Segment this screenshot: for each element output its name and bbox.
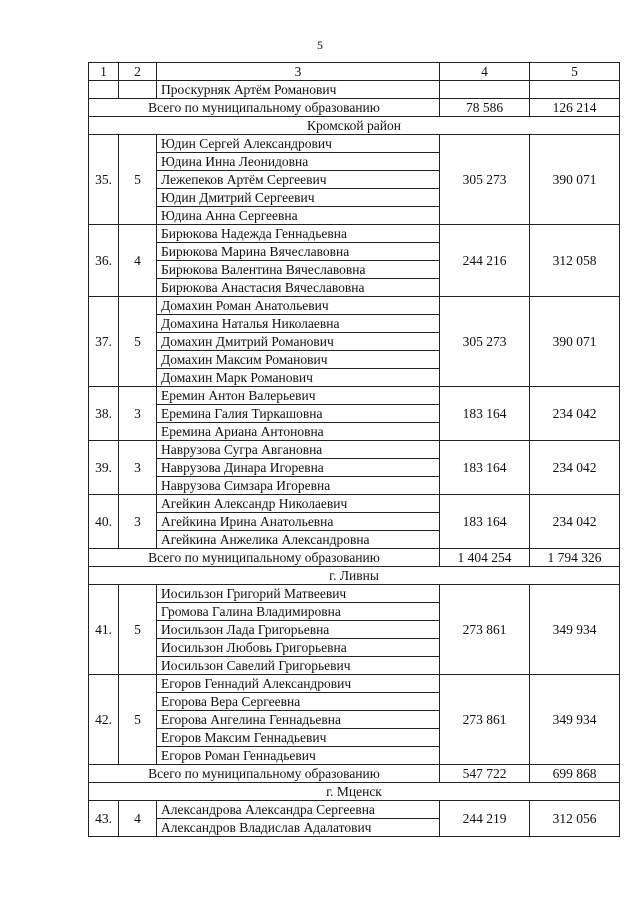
section-title: г. Мценск: [89, 783, 620, 801]
table-row: [89, 801, 620, 819]
row-number: 40.: [89, 495, 119, 549]
total-amount-col5: 699 868: [530, 765, 620, 783]
person-name: Юдина Инна Леонидовна: [157, 153, 440, 171]
header-cell: 1: [89, 63, 119, 81]
person-name: Юдин Сергей Александрович: [157, 135, 440, 153]
person-name: Лежепеков Артём Сергеевич: [157, 171, 440, 189]
table-row: [89, 297, 620, 315]
amount-col5: 349 934: [530, 675, 620, 765]
row-number: 42.: [89, 675, 119, 765]
total-amount-col4: 1 404 254: [440, 549, 530, 567]
person-name: Наврузова Сугра Авгановна: [157, 441, 440, 459]
empty-cell: [89, 81, 119, 99]
family-size: 5: [119, 585, 157, 675]
person-name: Наврузова Симзара Игоревна: [157, 477, 440, 495]
person-name: Александрова Александра Сергеевна: [157, 801, 440, 819]
empty-cell: [530, 81, 620, 99]
person-name: Домахин Максим Романович: [157, 351, 440, 369]
section-row: [89, 117, 620, 135]
amount-col4: 183 164: [440, 387, 530, 441]
total-row: [89, 99, 620, 117]
person-name: Егорова Вера Сергеевна: [157, 693, 440, 711]
amount-col5: 390 071: [530, 297, 620, 387]
amount-col4: 244 216: [440, 225, 530, 297]
amount-col5: 234 042: [530, 495, 620, 549]
amount-col5: 349 934: [530, 585, 620, 675]
section-title: г. Ливны: [89, 567, 620, 585]
total-label: Всего по муниципальному образованию: [89, 549, 440, 567]
section-title: Кромской район: [89, 117, 620, 135]
table-row: [89, 495, 620, 513]
family-size: 5: [119, 297, 157, 387]
amount-col5: 390 071: [530, 135, 620, 225]
person-name: Агейкин Александр Николаевич: [157, 495, 440, 513]
person-name: Еремина Галия Тиркашовна: [157, 405, 440, 423]
amount-col4: 183 164: [440, 441, 530, 495]
person-name: Домахин Роман Анатольевич: [157, 297, 440, 315]
total-amount-col4: 547 722: [440, 765, 530, 783]
person-name: Егорова Ангелина Геннадьевна: [157, 711, 440, 729]
row-number: 43.: [89, 801, 119, 837]
row-number: 36.: [89, 225, 119, 297]
allocation-table: [88, 62, 620, 837]
family-size: 4: [119, 225, 157, 297]
amount-col5: 234 042: [530, 441, 620, 495]
person-name: Бирюкова Анастасия Вячеславовна: [157, 279, 440, 297]
header-cell: 5: [530, 63, 620, 81]
total-row: [89, 549, 620, 567]
person-name: Егоров Максим Геннадьевич: [157, 729, 440, 747]
empty-cell: [119, 81, 157, 99]
person-name: Еремина Ариана Антоновна: [157, 423, 440, 441]
amount-col4: 183 164: [440, 495, 530, 549]
person-name: Юдин Дмитрий Сергеевич: [157, 189, 440, 207]
amount-col4: 273 861: [440, 675, 530, 765]
header-cell: 2: [119, 63, 157, 81]
family-size: 4: [119, 801, 157, 837]
total-amount-col5: 126 214: [530, 99, 620, 117]
person-name: Еремин Антон Валерьевич: [157, 387, 440, 405]
person-name: Бирюкова Марина Вячеславовна: [157, 243, 440, 261]
family-size: 5: [119, 135, 157, 225]
family-size: 3: [119, 441, 157, 495]
table-row: [89, 585, 620, 603]
row-number: 39.: [89, 441, 119, 495]
page-number: 5: [317, 38, 323, 52]
amount-col4: 305 273: [440, 297, 530, 387]
amount-col4: 305 273: [440, 135, 530, 225]
table-row: [89, 675, 620, 693]
person-name: Иосильзон Любовь Григорьевна: [157, 639, 440, 657]
person-name: Проскурняк Артём Романович: [157, 81, 440, 99]
header-cell: 3: [157, 63, 440, 81]
total-amount-col4: 78 586: [440, 99, 530, 117]
person-name: Домахин Марк Романович: [157, 369, 440, 387]
person-name: Егоров Роман Геннадьевич: [157, 747, 440, 765]
family-size: 3: [119, 495, 157, 549]
table-row: [89, 441, 620, 459]
total-label: Всего по муниципальному образованию: [89, 765, 440, 783]
person-name: Агейкина Анжелика Александровна: [157, 531, 440, 549]
header-cell: 4: [440, 63, 530, 81]
table-row: [89, 387, 620, 405]
person-name: Наврузова Динара Игоревна: [157, 459, 440, 477]
person-name: Домахина Наталья Николаевна: [157, 315, 440, 333]
person-name: Бирюкова Валентина Вячеславовна: [157, 261, 440, 279]
section-row: [89, 567, 620, 585]
person-name: Иосильзон Савелий Григорьевич: [157, 657, 440, 675]
person-name: Агейкина Ирина Анатольевна: [157, 513, 440, 531]
person-name: Юдина Анна Сергеевна: [157, 207, 440, 225]
header-row: [89, 63, 620, 81]
family-size: 3: [119, 387, 157, 441]
row-number: 41.: [89, 585, 119, 675]
family-size: 5: [119, 675, 157, 765]
row-number: 35.: [89, 135, 119, 225]
amount-col4: 273 861: [440, 585, 530, 675]
person-name: Бирюкова Надежда Геннадьевна: [157, 225, 440, 243]
person-name: Иосильзон Григорий Матвеевич: [157, 585, 440, 603]
person-name: Егоров Геннадий Александрович: [157, 675, 440, 693]
row-number: 37.: [89, 297, 119, 387]
person-name: Александров Владислав Адалатович: [157, 819, 440, 837]
amount-col5: 312 056: [530, 801, 620, 837]
section-row: [89, 783, 620, 801]
table-row: [89, 225, 620, 243]
person-name: Громова Галина Владимировна: [157, 603, 440, 621]
row-number: 38.: [89, 387, 119, 441]
empty-cell: [440, 81, 530, 99]
total-label: Всего по муниципальному образованию: [89, 99, 440, 117]
table-row: [89, 81, 620, 99]
total-row: [89, 765, 620, 783]
amount-col5: 312 058: [530, 225, 620, 297]
total-amount-col5: 1 794 326: [530, 549, 620, 567]
person-name: Домахин Дмитрий Романович: [157, 333, 440, 351]
table-row: [89, 135, 620, 153]
person-name: Иосильзон Лада Григорьевна: [157, 621, 440, 639]
amount-col4: 244 219: [440, 801, 530, 837]
amount-col5: 234 042: [530, 387, 620, 441]
